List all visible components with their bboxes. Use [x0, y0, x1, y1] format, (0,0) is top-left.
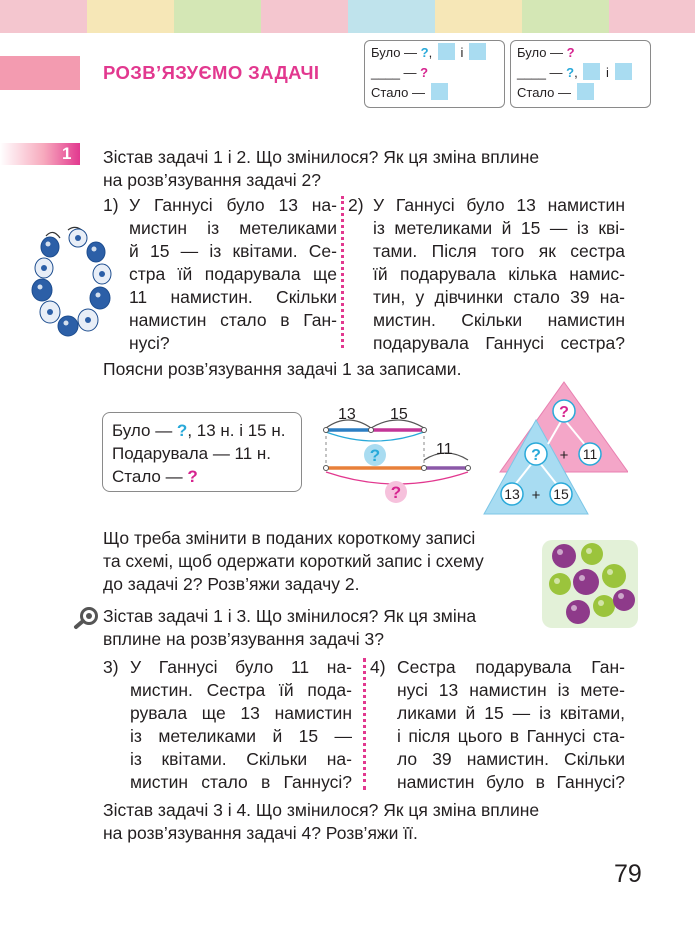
box2-blank-square-2	[615, 63, 632, 80]
stripe-green-2	[522, 0, 609, 33]
task-4-line: ло 39 намистин. Скільки	[397, 749, 625, 769]
box1-line1-and: і	[460, 45, 464, 60]
task-2-line: подарувала Ганнусі сестра?	[373, 333, 625, 353]
box2-line1-question: ?	[566, 45, 575, 60]
exercise-number: 1	[62, 144, 72, 163]
shortnote-line1-question: ?	[176, 421, 188, 440]
triangle-plus-1: +	[559, 447, 569, 464]
box1-blank-square-1	[438, 43, 455, 60]
change-line-2: та схемі, щоб одержати короткий запис і схему	[103, 551, 484, 571]
task-1-line: нусі?	[129, 333, 170, 353]
scheme-brace-sum-bottom	[326, 432, 424, 441]
header-shortnote-box-2	[510, 40, 651, 108]
task-2-text	[373, 194, 625, 355]
box1-line1-prefix: Було —	[371, 45, 421, 60]
task-divider-2	[363, 658, 366, 790]
task-1-line: 11 намистин. Скільки	[129, 287, 337, 307]
scheme-pink-question: ?	[390, 483, 402, 502]
triangle-plus-2: +	[531, 487, 541, 504]
intro-line-2: на розв’язування задачі 2?	[103, 170, 321, 190]
task-3-line: із квітами. Скільки на-	[130, 749, 352, 769]
box1-blank-square-3	[431, 83, 448, 100]
task-1-line: намистин стало в Ган-	[129, 310, 337, 330]
task-4-line: Сестра подарувала Ган-	[397, 657, 625, 677]
box1-line1-question: ?	[420, 45, 429, 60]
task-3-line: рувала ще 13 намистин	[130, 703, 352, 723]
scheme-tick	[422, 428, 427, 433]
box2-line2-and: і	[605, 65, 609, 80]
short-note-box	[102, 412, 302, 492]
task-2-line: тами. Після того як сестра	[373, 241, 625, 261]
task-2-line: мистин. Скільки намистин	[373, 310, 625, 330]
task-3-number: 3)	[103, 657, 119, 677]
stripe-pink	[0, 0, 87, 33]
task-4-text	[397, 656, 625, 794]
intro-text	[103, 146, 539, 192]
page-title: РОЗВ’ЯЗУЄМО ЗАДАЧІ	[103, 62, 320, 83]
scheme-tick	[324, 428, 329, 433]
stripe-green	[174, 0, 261, 33]
scheme-label-15: 15	[390, 406, 408, 423]
task-4-line: намистин було в Ганнусі?	[397, 772, 625, 792]
explain-text: Поясни розв’язування задачі 1 за записами.	[103, 359, 462, 379]
shortnote-line1-values: , 13 н. і 15 н.	[187, 421, 286, 440]
change-line-1: Що треба змінити в поданих короткому записі	[103, 528, 476, 548]
box1-blank-square-2	[469, 43, 486, 60]
scheme-tick	[369, 428, 374, 433]
stripe-blue	[348, 0, 435, 33]
final-question-text	[103, 799, 539, 845]
box2-blank-square-3	[577, 83, 594, 100]
change-line-3: до задачі 2? Розв’яжи задачу 2.	[103, 574, 360, 594]
stripe-yellow	[87, 0, 174, 33]
header-pink-tab	[0, 56, 80, 90]
task-divider-1	[341, 196, 344, 348]
scheme-label-13: 13	[338, 406, 356, 423]
box1-line1-comma: ,	[428, 45, 433, 60]
task-3-line: У Ганнусі було 11 на-	[130, 657, 352, 677]
scheme-blue-question: ?	[369, 446, 381, 465]
stripe-pink-2	[261, 0, 348, 33]
task-2-line: із метеликами й 15 — із кві-	[373, 218, 625, 238]
box2-line1-prefix: Було —	[517, 45, 567, 60]
task-2-line: їй подарувала кілька намис-	[373, 264, 625, 284]
page-number: 79	[614, 860, 642, 888]
box1-line2-question: ?	[420, 65, 429, 80]
scheme-tick	[324, 466, 329, 471]
task-4-line: нусі 13 намистин із мете-	[397, 680, 625, 700]
box2-line2-question: ?	[566, 65, 575, 80]
box2-line3-label: Стало —	[517, 85, 575, 100]
triangle-top-question: ?	[559, 404, 569, 421]
final-line-1: Зістав задачі 3 і 4. Що змінилося? Як ця зміна вплине	[103, 800, 540, 820]
compare-13-line-1: Зістав задачі 1 і 3. Що змінилося? Як ця зміна	[103, 606, 477, 626]
scheme-tick	[466, 466, 471, 471]
magnifier-icon	[73, 606, 99, 630]
box2-blank-square-1	[583, 63, 600, 80]
task-2-line: У Ганнусі було 13 намистин	[373, 195, 625, 215]
task-3-line: мистин. Сестра їй пода-	[130, 680, 352, 700]
triangle-value-15: 15	[553, 486, 569, 502]
triangle-diagram	[478, 378, 628, 516]
box2-line2-blank: ____ —	[517, 65, 567, 80]
change-instruction-text	[103, 527, 484, 596]
task-1-text	[129, 194, 337, 355]
scheme-label-11: 11	[436, 441, 453, 458]
box2-line2-comma: ,	[574, 65, 578, 80]
task-3-line: із метеликами й 15 —	[130, 726, 352, 746]
task-1-line: мистин із метеликами	[129, 218, 337, 238]
task-3-line: мистин стало в Ганнусі?	[130, 772, 352, 792]
necklace-illustration-icon	[28, 222, 118, 340]
box1-line3-label: Стало —	[371, 85, 429, 100]
task-4-number: 4)	[370, 657, 386, 677]
stripe-pink-3	[609, 0, 695, 33]
shortnote-line3-prefix: Стало —	[112, 467, 188, 486]
scheme-tick	[422, 466, 427, 471]
intro-line-1: Зістав задачі 1 і 2. Що змінилося? Як ця зміна вплине	[103, 147, 540, 167]
shortnote-line3-question: ?	[187, 467, 198, 486]
shortnote-line1-prefix: Було —	[112, 421, 177, 440]
triangle-value-13: 13	[504, 486, 520, 502]
task-1-line: стра їй подарувала ще	[129, 264, 337, 284]
triangle-mid-question: ?	[531, 447, 541, 464]
beads-illustration-icon	[540, 534, 640, 634]
compare-13-text	[103, 605, 476, 651]
task-1-line: й 15 — із квітами. Се-	[129, 241, 337, 261]
triangle-value-11: 11	[582, 446, 598, 462]
task-4-line: і після цього в Ганнусі ста-	[397, 726, 625, 746]
task-3-text	[130, 656, 352, 794]
stripe-yellow-2	[435, 0, 522, 33]
task-4-line: ликами й 15 — із квітами,	[397, 703, 625, 723]
segment-scheme	[318, 400, 478, 510]
final-line-2: на розв’язування задачі 4? Розв’яжи її.	[103, 823, 418, 843]
header-shortnote-box-1	[364, 40, 505, 108]
task-2-number: 2)	[348, 195, 364, 215]
task-1-line: У Ганнусі було 13 на-	[129, 195, 337, 215]
box1-line2-blank: ____ —	[371, 65, 421, 80]
task-2-line: тин, у дівчинки стало 39 на-	[373, 287, 625, 307]
task-1-number: 1)	[103, 195, 119, 215]
shortnote-line2: Подарувала — 11 н.	[112, 444, 272, 463]
compare-13-line-2: вплине на розв’язування задачі 3?	[103, 629, 384, 649]
